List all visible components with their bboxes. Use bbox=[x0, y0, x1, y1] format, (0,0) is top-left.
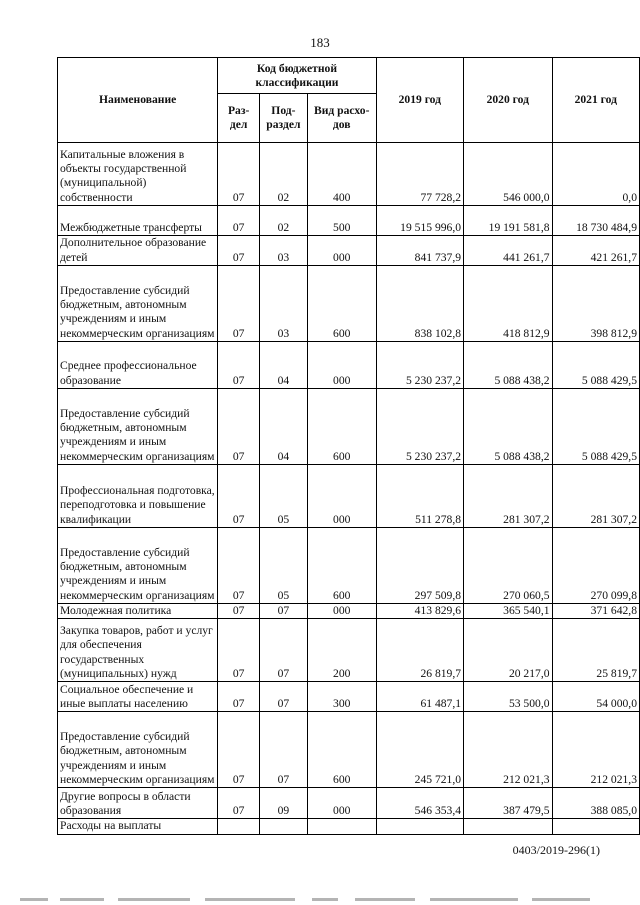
value-2020-cell: 546 000,0 bbox=[464, 143, 552, 206]
value-2021-cell: 25 819,7 bbox=[552, 619, 639, 682]
expense-type-cell: 000 bbox=[307, 465, 376, 528]
value-2020-cell: 387 479,5 bbox=[464, 788, 552, 819]
value-2021-cell: 5 088 429,5 bbox=[552, 389, 639, 465]
section-cell: 07 bbox=[218, 266, 260, 342]
row-name-cell: Закупка товаров, работ и услуг для обеспечения государственных (муниципальных) нужд bbox=[58, 619, 218, 682]
section-cell: 07 bbox=[218, 465, 260, 528]
value-2019-cell: 5 230 237,2 bbox=[376, 389, 463, 465]
row-name-cell: Предоставление субсидий бюджетным, автономным учреждениям и иным некоммерческим организациям bbox=[58, 528, 218, 604]
value-2020-cell: 53 500,0 bbox=[464, 682, 552, 712]
subsection-cell: 02 bbox=[259, 206, 307, 236]
value-2020-cell: 418 812,9 bbox=[464, 266, 552, 342]
section-cell: 07 bbox=[218, 236, 260, 266]
row-name-cell: Предоставление субсидий бюджетным, автономным учреждениям и иным некоммерческим организациям bbox=[58, 266, 218, 342]
table-row bbox=[58, 712, 640, 788]
budget-table bbox=[57, 57, 640, 835]
subsection-cell: 05 bbox=[259, 528, 307, 604]
expense-type-cell: 000 bbox=[307, 236, 376, 266]
table-row bbox=[58, 682, 640, 712]
section-cell: 07 bbox=[218, 604, 260, 619]
row-name-cell: Среднее профессиональное образование bbox=[58, 342, 218, 389]
table-row bbox=[58, 604, 640, 619]
table-row bbox=[58, 819, 640, 834]
value-2019-cell: 511 278,8 bbox=[376, 465, 463, 528]
value-2019-cell: 297 509,8 bbox=[376, 528, 463, 604]
table-body bbox=[58, 143, 640, 835]
value-2020-cell: 5 088 438,2 bbox=[464, 389, 552, 465]
expense-type-cell: 600 bbox=[307, 528, 376, 604]
value-2020-cell: 365 540,1 bbox=[464, 604, 552, 619]
header-section: Раз-дел bbox=[218, 94, 260, 143]
value-2021-cell: 398 812,9 bbox=[552, 266, 639, 342]
value-2021-cell: 54 000,0 bbox=[552, 682, 639, 712]
subsection-cell: 07 bbox=[259, 712, 307, 788]
row-name-cell: Капитальные вложения в объекты государственной (муниципальной) собственности bbox=[58, 143, 218, 206]
subsection-cell: 04 bbox=[259, 389, 307, 465]
value-2021-cell: 5 088 429,5 bbox=[552, 342, 639, 389]
value-2021-cell: 281 307,2 bbox=[552, 465, 639, 528]
header-name: Наименование bbox=[58, 58, 218, 143]
header-subsection: Под-раздел bbox=[259, 94, 307, 143]
subsection-cell: 09 bbox=[259, 788, 307, 819]
subsection-cell: 07 bbox=[259, 619, 307, 682]
value-2021-cell: 212 021,3 bbox=[552, 712, 639, 788]
value-2021-cell: 388 085,0 bbox=[552, 788, 639, 819]
value-2021-cell: 18 730 484,9 bbox=[552, 206, 639, 236]
table-row bbox=[58, 528, 640, 604]
value-2021-cell: 0,0 bbox=[552, 143, 639, 206]
section-cell: 07 bbox=[218, 342, 260, 389]
value-2021-cell: 270 099,8 bbox=[552, 528, 639, 604]
section-cell: 07 bbox=[218, 528, 260, 604]
section-cell: 07 bbox=[218, 682, 260, 712]
value-2020-cell: 20 217,0 bbox=[464, 619, 552, 682]
expense-type-cell: 500 bbox=[307, 206, 376, 236]
row-name-cell: Расходы на выплаты bbox=[58, 819, 218, 834]
section-cell: 07 bbox=[218, 619, 260, 682]
table-row bbox=[58, 788, 640, 819]
table-row bbox=[58, 206, 640, 236]
value-2019-cell: 838 102,8 bbox=[376, 266, 463, 342]
value-2019-cell: 61 487,1 bbox=[376, 682, 463, 712]
expense-type-cell: 600 bbox=[307, 712, 376, 788]
value-2019-cell: 245 721,0 bbox=[376, 712, 463, 788]
value-2020-cell: 212 021,3 bbox=[464, 712, 552, 788]
value-2021-cell: 421 261,7 bbox=[552, 236, 639, 266]
subsection-cell: 03 bbox=[259, 236, 307, 266]
subsection-cell: 07 bbox=[259, 604, 307, 619]
header-2020: 2020 год bbox=[464, 58, 552, 143]
header-2021: 2021 год bbox=[552, 58, 639, 143]
subsection-cell: 04 bbox=[259, 342, 307, 389]
subsection-cell: 07 bbox=[259, 682, 307, 712]
expense-type-cell: 300 bbox=[307, 682, 376, 712]
value-2020-cell: 5 088 438,2 bbox=[464, 342, 552, 389]
row-name-cell: Молодежная политика bbox=[58, 604, 218, 619]
expense-type-cell: 400 bbox=[307, 143, 376, 206]
expense-type-cell: 600 bbox=[307, 266, 376, 342]
subsection-cell: 03 bbox=[259, 266, 307, 342]
value-2020-cell: 441 261,7 bbox=[464, 236, 552, 266]
row-name-cell: Предоставление субсидий бюджетным, автономным учреждениям и иным некоммерческим организациям bbox=[58, 389, 218, 465]
header-2019: 2019 год bbox=[376, 58, 463, 143]
row-name-cell: Межбюджетные трансферты bbox=[58, 206, 218, 236]
section-cell: 07 bbox=[218, 712, 260, 788]
header-expense-type: Вид расхо-дов bbox=[307, 94, 376, 143]
row-name-cell: Социальное обеспечение и иные выплаты населению bbox=[58, 682, 218, 712]
expense-type-cell: 000 bbox=[307, 788, 376, 819]
table-row bbox=[58, 342, 640, 389]
expense-type-cell: 200 bbox=[307, 619, 376, 682]
table-row bbox=[58, 619, 640, 682]
expense-type-cell: 600 bbox=[307, 389, 376, 465]
value-2021-cell bbox=[552, 819, 639, 834]
value-2019-cell: 19 515 996,0 bbox=[376, 206, 463, 236]
table-row bbox=[58, 465, 640, 528]
subsection-cell: 05 bbox=[259, 465, 307, 528]
scan-artifact-strip bbox=[0, 896, 640, 905]
value-2020-cell bbox=[464, 819, 552, 834]
table-row bbox=[58, 236, 640, 266]
table-row bbox=[58, 266, 640, 342]
value-2019-cell: 26 819,7 bbox=[376, 619, 463, 682]
expense-type-cell: 000 bbox=[307, 604, 376, 619]
value-2020-cell: 19 191 581,8 bbox=[464, 206, 552, 236]
section-cell bbox=[218, 819, 260, 834]
table-row bbox=[58, 389, 640, 465]
table-header bbox=[58, 58, 640, 143]
section-cell: 07 bbox=[218, 788, 260, 819]
document-id: 0403/2019-296(1) bbox=[512, 843, 600, 857]
section-cell: 07 bbox=[218, 143, 260, 206]
value-2020-cell: 281 307,2 bbox=[464, 465, 552, 528]
section-cell: 07 bbox=[218, 389, 260, 465]
page-number: 183 bbox=[310, 35, 330, 50]
header-code-group: Код бюджетной классификации bbox=[218, 58, 376, 94]
value-2019-cell: 413 829,6 bbox=[376, 604, 463, 619]
value-2019-cell: 77 728,2 bbox=[376, 143, 463, 206]
value-2020-cell: 270 060,5 bbox=[464, 528, 552, 604]
row-name-cell: Предоставление субсидий бюджетным, автономным учреждениям и иным некоммерческим организациям bbox=[58, 712, 218, 788]
subsection-cell: 02 bbox=[259, 143, 307, 206]
expense-type-cell bbox=[307, 819, 376, 834]
section-cell: 07 bbox=[218, 206, 260, 236]
table-row bbox=[58, 143, 640, 206]
subsection-cell bbox=[259, 819, 307, 834]
value-2019-cell: 5 230 237,2 bbox=[376, 342, 463, 389]
value-2019-cell bbox=[376, 819, 463, 834]
row-name-cell: Другие вопросы в области образования bbox=[58, 788, 218, 819]
value-2019-cell: 841 737,9 bbox=[376, 236, 463, 266]
row-name-cell: Профессиональная подготовка, переподготовка и повышение квалификации bbox=[58, 465, 218, 528]
value-2021-cell: 371 642,8 bbox=[552, 604, 639, 619]
expense-type-cell: 000 bbox=[307, 342, 376, 389]
value-2019-cell: 546 353,4 bbox=[376, 788, 463, 819]
row-name-cell: Дополнительное образование детей bbox=[58, 236, 218, 266]
